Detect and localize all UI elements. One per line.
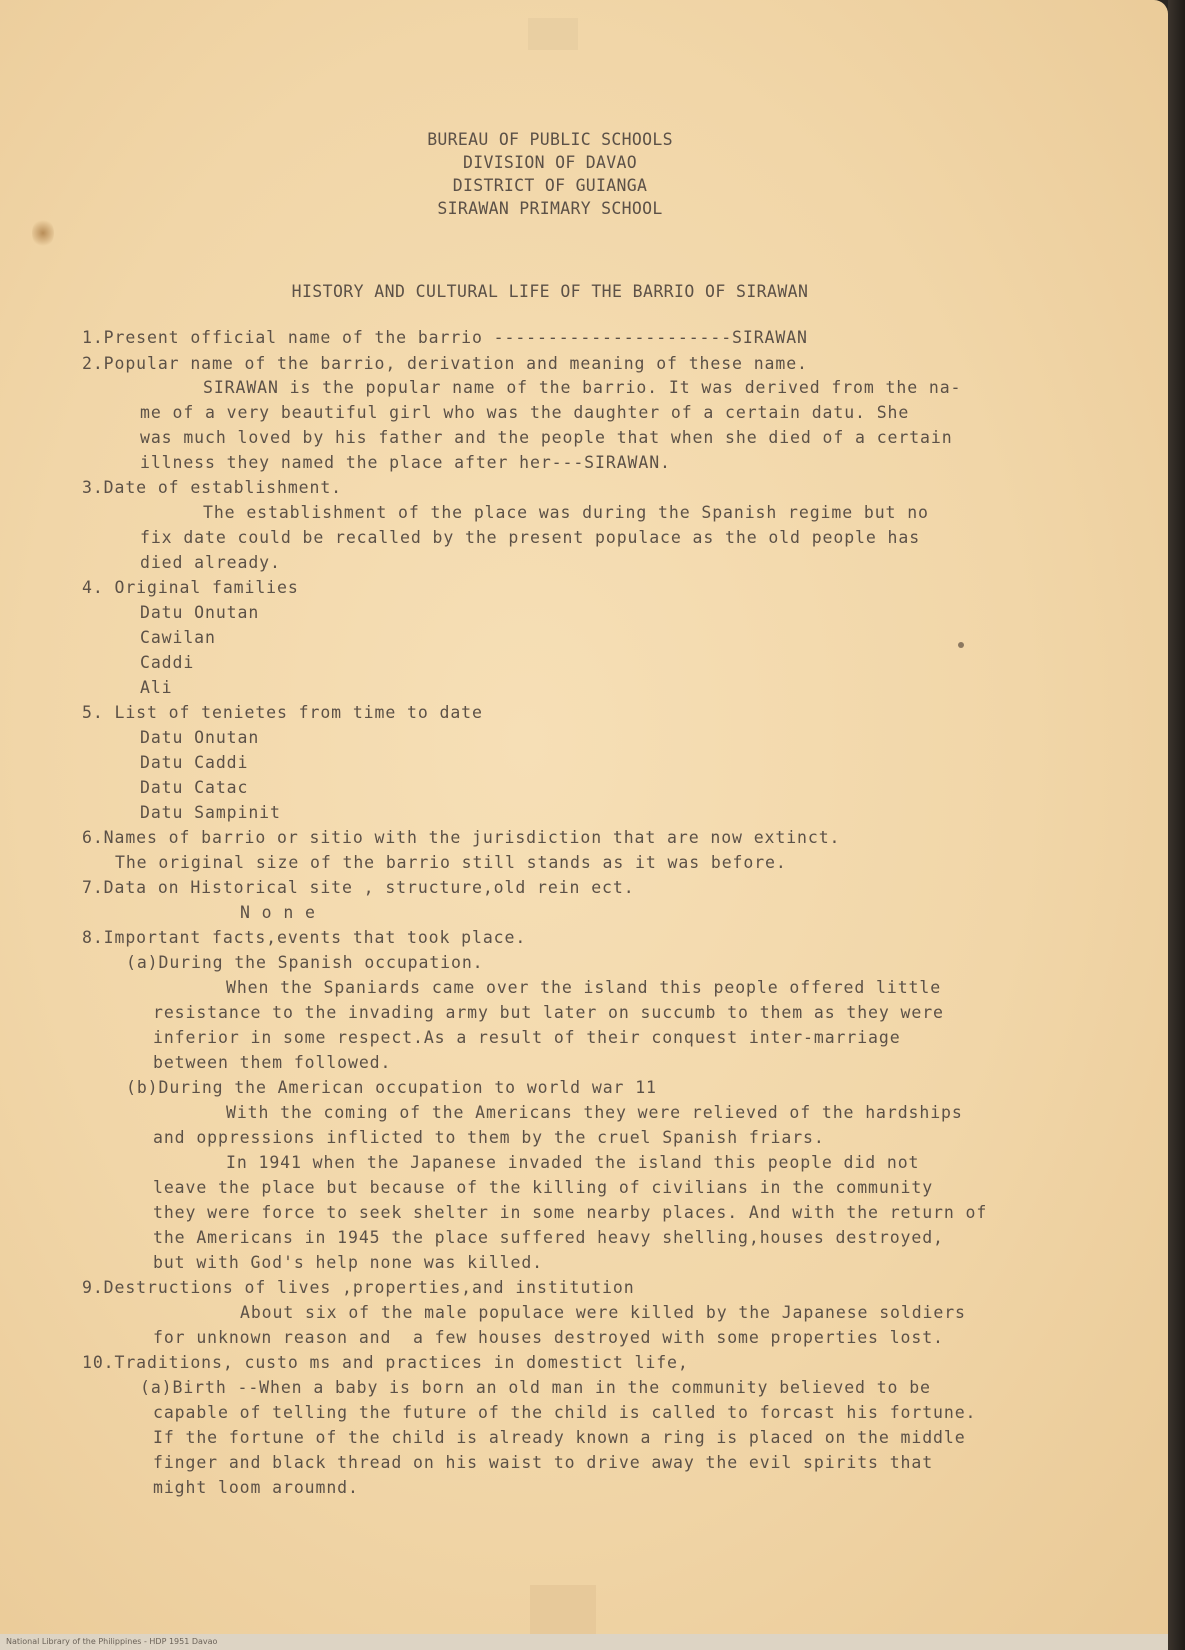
text-line: between them followed.	[153, 1053, 392, 1072]
text-line: 10.Traditions, custo ms and practices in domestict life,	[82, 1353, 689, 1372]
text-line: About six of the male populace were killed by the Japanese soldiers	[240, 1303, 966, 1322]
text-line: illness they named the place after her---SIRAWAN.	[140, 453, 671, 472]
text-line: Datu Onutan	[140, 603, 260, 622]
header-line: DIVISION OF DAVAO	[463, 153, 637, 172]
text-line: finger and black thread on his waist to drive away the evil spirits that	[153, 1453, 934, 1472]
text-line: 5. List of tenietes from time to date	[82, 703, 483, 722]
text-line: In 1941 when the Japanese invaded the island this people did not	[226, 1153, 920, 1172]
text-line: 6.Names of barrio or sitio with the jurisdiction that are now extinct.	[82, 828, 841, 847]
school-header	[0, 128, 1100, 220]
document-title: HISTORY AND CULTURAL LIFE OF THE BARRIO OF SIRAWAN	[291, 282, 809, 301]
text-line: resistance to the invading army but later on succumb to them as they were	[153, 1003, 944, 1022]
text-line: inferior in some respect.As a result of their conquest inter-marriage	[153, 1028, 901, 1047]
text-line: Datu Sampinit	[140, 803, 281, 822]
text-line: but with God's help none was killed.	[153, 1253, 544, 1272]
text-line: SIRAWAN is the popular name of the barrio. It was derived from the na-	[203, 378, 962, 397]
text-line: The original size of the barrio still stands as it was before.	[115, 853, 787, 872]
text-line: (a)Birth --When a baby is born an old man in the community believed to be	[140, 1378, 931, 1397]
text-line: The establishment of the place was during the Spanish regime but no	[203, 503, 929, 522]
text-line: With the coming of the Americans they were relieved of the hardships	[226, 1103, 963, 1122]
header-line: DISTRICT OF GUIANGA	[452, 176, 648, 195]
text-line: and oppressions inflicted to them by the cruel Spanish friars.	[153, 1128, 825, 1147]
header-line: SIRAWAN PRIMARY SCHOOL	[437, 199, 663, 218]
text-line: N o n e	[240, 903, 316, 922]
text-line: 3.Date of establishment.	[82, 478, 343, 497]
text-line: Datu Onutan	[140, 728, 260, 747]
text-line: 7.Data on Historical site , structure,old rein ect.	[82, 878, 635, 897]
text-line: 8.Important facts,events that took place.	[82, 928, 527, 947]
paper-tab-top	[528, 18, 578, 50]
text-line: fix date could be recalled by the present populace as the old people has	[140, 528, 921, 547]
text-line: Cawilan	[140, 628, 216, 647]
paper-speck	[958, 642, 964, 648]
text-line: died already.	[140, 553, 281, 572]
archive-footer: National Library of the Philippines - HDP 1951 Davao	[0, 1634, 1168, 1650]
text-line: leave the place but because of the killing of civilians in the community	[153, 1178, 934, 1197]
text-line: 2.Popular name of the barrio, derivation and meaning of these name.	[82, 354, 808, 373]
text-line: 1.Present official name of the barrio ----------------------SIRAWAN	[82, 328, 808, 347]
text-line: capable of telling the future of the child is called to forcast his fortune.	[153, 1403, 977, 1422]
text-line: Datu Catac	[140, 778, 249, 797]
header-line: BUREAU OF PUBLIC SCHOOLS	[427, 130, 673, 149]
text-line: 4. Original families	[82, 578, 299, 597]
text-line: (b)During the American occupation to world war 11	[126, 1078, 657, 1097]
text-line: me of a very beautiful girl who was the daughter of a certain datu. She	[140, 403, 910, 422]
text-line: might loom aroumnd.	[153, 1478, 359, 1497]
text-line: Caddi	[140, 653, 195, 672]
text-line: Ali	[140, 678, 173, 697]
text-line: the Americans in 1945 the place suffered heavy shelling,houses destroyed,	[153, 1228, 944, 1247]
text-line: When the Spaniards came over the island this people offered little	[226, 978, 942, 997]
text-line: was much loved by his father and the people that when she died of a certain	[140, 428, 953, 447]
text-line: (a)During the Spanish occupation.	[126, 953, 484, 972]
text-line: 9.Destructions of lives ,properties,and institution	[82, 1278, 635, 1297]
paper-stain	[32, 218, 54, 248]
page-edge-shadow	[1168, 0, 1185, 1650]
text-line: they were force to seek shelter in some nearby places. And with the return of	[153, 1203, 988, 1222]
text-line: Datu Caddi	[140, 753, 249, 772]
text-line: for unknown reason and a few houses destroyed with some properties lost.	[153, 1328, 944, 1347]
text-line: If the fortune of the child is already known a ring is placed on the middle	[153, 1428, 966, 1447]
